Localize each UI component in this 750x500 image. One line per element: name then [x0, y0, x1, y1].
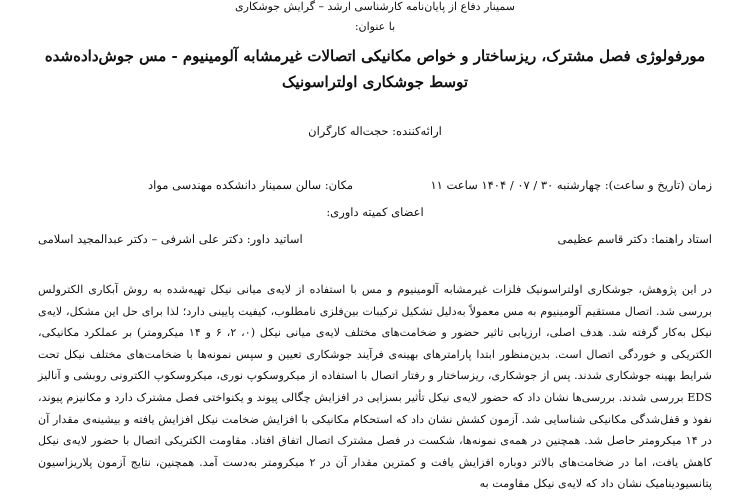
- supervisor: استاد راهنما: دکتر قاسم عظیمی: [557, 232, 712, 246]
- seminar-subtitle: سمینار دفاع از پایان‌نامه کارشناسی ارشد – گرایش جوشکاری: [235, 0, 515, 13]
- date-time: زمان (تاریخ و ساعت): چهارشنبه ۳۰ / ۰۷ / ۱۴۰۴ ساعت ۱۱: [430, 178, 712, 192]
- title-intro: با عنوان:: [354, 20, 396, 33]
- committee-row: [38, 232, 712, 246]
- abstract-text: در این پژوهش، جوشکاری اولتراسونیک فلزات غیرمشابه آلومینیوم و مس با استفاده از لایه‌ی میانی نیکل تهیه‌شده به روش آبکاری الکترولس بررسی شد. اتصال مستقیم آلومینیوم به مس معمولاً به‌دلیل تشکیل ترکیبات بین‌فلزی نامطلوب، کیفیت پایینی دارد؛ لذا برای حل این مشکل، لایه‌ی نیکل به‌کار گرفته شد. هدف اصلی، ارزیابی تاثیر حضور و ضخامت‌های مختلف لایه‌ی میانی نیکل (۰، ۲، ۶ و ۱۴ میکرومتر) بر عملکرد مکانیکی، الکتریکی و خوردگی اتصال است. بدین‌منظور ابتدا پارامترهای بهینه‌ی فرآیند جوشکاری تعیین و سپس نمونه‌ها با ضخامت‌های مختلف نیکل تحت شرایط بهینه جوشکاری شدند. پس از جوشکاری، ریزساختار و رفتار اتصال با استفاده از میکروسکوپ نوری، میکروسکوپ الکترونی روبشی و آنالیز EDS بررسی شدند. بررسی‌ها نشان داد که حضور لایه‌ی نیکل تأثیر بسزایی در افزایش چگالی پیوند و یکنواختی فصل مشترک دارد و مکانیزم پیوند، نفوذ و قفل‌شدگی مکانیکی شناسایی شد. آزمون کشش نشان داد که استحکام مکانیکی با افزایش ضخامت نیکل افزایش یافته و بیشینه‌ی مقدار آن در ۱۴ میکرومتر حاصل شد. همچنین در همه‌ی نمونه‌ها، شکست در فصل مشترک اتصال اتفاق افتاد. مقاومت الکتریکی اتصال با حضور لایه‌ی نیکل کاهش یافت، اما در ضخامت‌های بالاتر دوباره افزایش یافت و کمترین مقدار آن در ۲ میکرومتر به‌دست آمد. همچنین، نتایج آزمون پلاریزاسیون پتانسیودینامیک نشان داد که لایه‌ی نیکل مقاومت به: [38, 283, 712, 491]
- referees: اساتید داور: دکتر علی اشرفی – دکتر عبدالمجید اسلامی: [38, 232, 303, 246]
- schedule-row: [38, 178, 712, 192]
- thesis-title: مورفولوژی فصل مشترک، ریزساختار و خواص مکانیکی اتصالات غیرمشابه آلومینیوم - مس جوش‌داده‌شده توسط جوشکاری اولتراسونیک: [44, 47, 706, 91]
- location: مکان: سالن سمینار دانشکده مهندسی مواد: [148, 178, 354, 192]
- abstract: [38, 279, 712, 495]
- committee-heading: اعضای کمیته داوری:: [326, 205, 424, 219]
- presenter: ارائه‌کننده: حجت‌اله کارگران: [308, 124, 442, 138]
